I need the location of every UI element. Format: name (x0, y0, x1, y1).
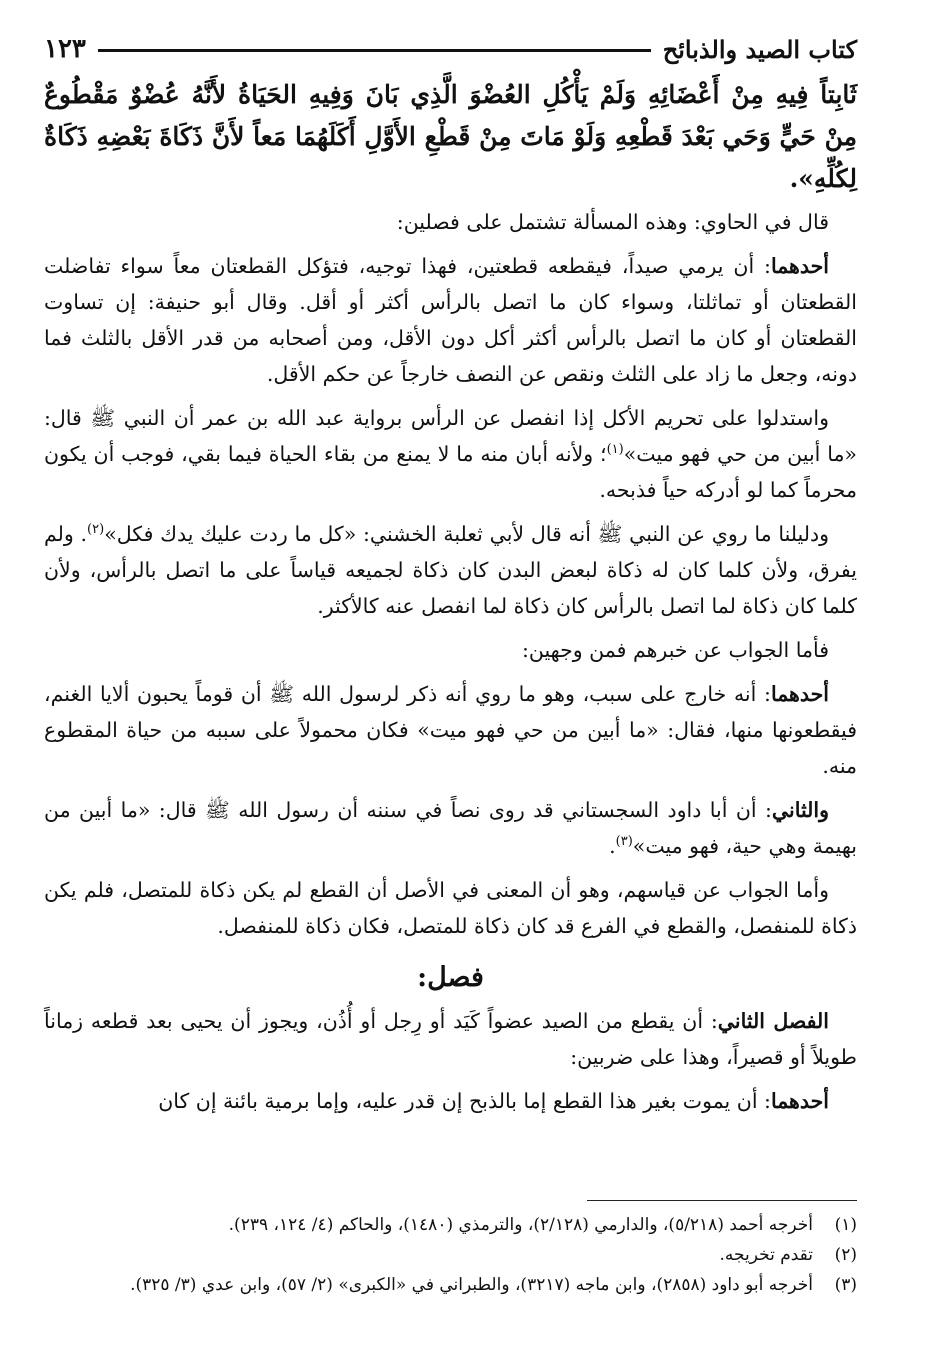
paragraph (44, 792, 857, 864)
footnote (44, 1210, 857, 1240)
paragraph-text: : أن يموت بغير هذا القطع إما بالذبح إن قدر عليه، وإما برمية بائنة إن كان (158, 1089, 771, 1113)
paragraph-lead: الفصل الثاني (717, 1009, 829, 1033)
paragraph-lead: والثاني (771, 798, 829, 822)
paragraph-lead: أحدهما (770, 682, 829, 706)
book-page (44, 20, 857, 1351)
footnote-ref: (٣) (615, 834, 633, 850)
paragraph-text: وأما الجواب عن قياسهم، وهو أن المعنى في الأصل أن القطع لم يكن ذكاة للمتصل، فلم يكن ذكاة للمنفصل، والقطع في الفرع قد كان ذكاة للمتصل، فكان ذكاة للمنفصل. (44, 878, 857, 938)
paragraph-tail: . (609, 834, 616, 858)
main-text (44, 74, 857, 1119)
running-title: كتاب الصيد والذبائح (662, 35, 857, 64)
paragraph-text: ودليلنا ما روي عن النبي ﷺ أنه قال لأبي ثعلبة الخشني: «كل ما ردت عليك يدك فكل» (104, 522, 829, 546)
footnote-number: (١) (834, 1215, 857, 1235)
paragraph (44, 1083, 857, 1119)
paragraph (44, 1003, 857, 1075)
paragraph (44, 400, 857, 508)
paragraph (44, 516, 857, 624)
paragraph (44, 676, 857, 784)
paragraph-tail: . ولم يفرق، ولأن كلما كان له ذكاة لبعض البدن كان ذكاة لجميعه قياساً على ما اتصل بالرأس، ولأن كلما كان ذكاة لما اتصل بالرأس كان ذكاة لما انفصل عنه كالأكثر. (44, 522, 857, 618)
paragraph-text: : أن يقطع من الصيد عضواً كَيَد أو رِجل أو أُذُن، ويجوز أن يحيى بعد قطعه زماناً طويلاً أو قصيراً، وهذا على ضربين: (44, 1009, 857, 1069)
footnote (44, 1240, 857, 1270)
paragraph-text: قال في الحاوي: وهذه المسألة تشتمل على فصلين: (396, 210, 829, 234)
paragraph-text: : أن أبا داود السجستاني قد روى نصاً في سننه أن رسول الله ﷺ قال: «ما أبين من بهيمة وهي حية، فهو ميت» (44, 798, 857, 858)
footnote-text: أخرجه أحمد (٥/٢١٨)، والدارمي (٢/١٢٨)، والترمذي (١٤٨٠)، والحاكم (٤/ ١٢٤، ٢٣٩). (228, 1215, 813, 1235)
footnote-text: أخرجه أبو داود (٢٨٥٨)، وابن ماجه (٣٢١٧)، والطبراني في «الكبرى» (٢/ ٥٧)، وابن عدي (٣/ ٣٢٥). (130, 1275, 813, 1295)
paragraph-text: واستدلوا على تحريم الأكل إذا انفصل عن الرأس برواية عبد الله بن عمر أن النبي ﷺ قال: «ما أبين من حي فهو ميت» (44, 406, 857, 466)
footnote-number: (٢) (834, 1245, 857, 1265)
footnotes (44, 1210, 857, 1300)
paragraph-lead: أحدهما (770, 1089, 829, 1113)
paragraph (44, 204, 857, 240)
footnote-ref: (٢) (87, 522, 105, 538)
footnote-number: (٣) (834, 1275, 857, 1295)
paragraph (44, 872, 857, 944)
footnote-ref: (١) (606, 442, 624, 458)
paragraph-text: : أن يرمي صيداً، فيقطعه قطعتين، فهذا توجيه، فتؤكل القطعتان معاً سواء تفاضلت القطعتان أو تماثلتا، وسواء كان ما اتصل بالرأس أكثر أو أقل. وقال أبو حنيفة: إن تساوت القطعتان أو كان ما اتصل بالرأس أكثر أكل دون الأقل، ومن أصحابه من قدر الأقل بالثلث فما دونه، وجعل ما زاد على الثلث ونقص عن النصف خارجاً عن حكم الأقل. (44, 254, 857, 386)
paragraph (44, 248, 857, 392)
section-heading: فصل: (417, 962, 484, 993)
paragraph (44, 632, 857, 668)
paragraph-text: : أنه خارج على سبب، وهو ما روي أنه ذكر لرسول الله ﷺ أن قوماً يحبون ألايا الغنم، فيقطعونها منها، فقال: «ما أبين من حي فهو ميت» فكان محمولاً على سببه من حياة المقطوع منه. (44, 682, 857, 778)
header-rule (98, 49, 651, 52)
footnote (44, 1270, 857, 1300)
paragraph-tail: ؛ ولأنه أبان منه ما لا يمنع من بقاء الحياة فيما بقي، فوجب أن يكون محرماً كما لو أدركه حياً فذبحه. (44, 442, 857, 502)
paragraph-text: فأما الجواب عن خبرهم فمن وجهين: (521, 638, 829, 662)
page-number: ١٢٣ (44, 34, 86, 64)
footnote-text: تقدم تخريجه. (719, 1245, 813, 1265)
page-header (44, 20, 857, 64)
footnote-separator (587, 1200, 857, 1201)
matn-text: ثَابِتاً فِيهِ مِنْ أَعْضَائِهِ وَلَمْ يَأْكُلِ العُضْوَ الَّذِي بَانَ وَفِيهِ الحَيَاةُ لأَنَّهُ عُضْوٌ مَقْطُوعٌ مِنْ حَيٍّ وَحَي بَعْدَ قَطْعِهِ وَلَوْ مَاتَ مِنْ قَطْعِ الأَوَّلِ أَكَلَهُمَا مَعاً لأَنَّ ذَكَاةَ بَعْضِهِ ذَكَاةٌ لِكُلِّهِ». (44, 80, 858, 193)
paragraph-lead: أحدهما (770, 254, 829, 278)
